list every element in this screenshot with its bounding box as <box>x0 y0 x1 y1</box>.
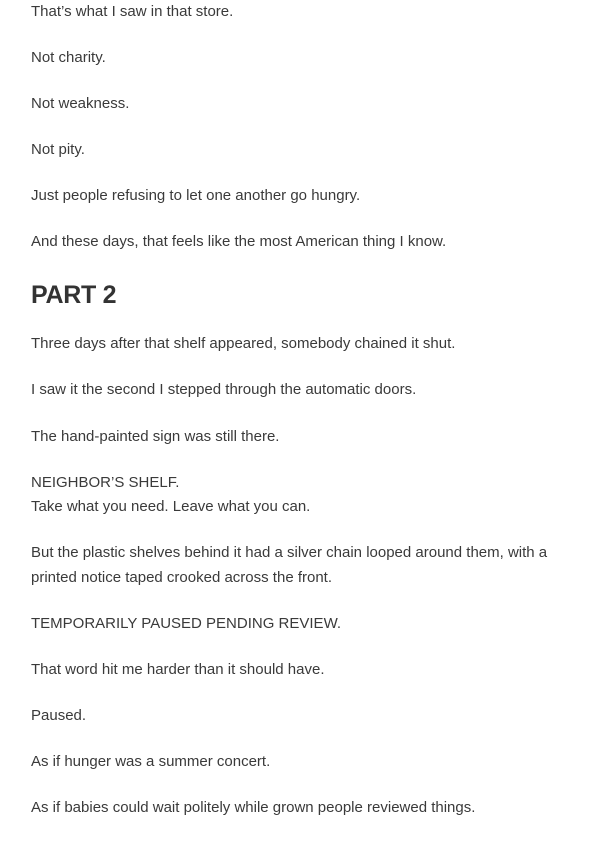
paragraph: As if babies could wait politely while grown people reviewed things. <box>31 799 476 816</box>
paragraph: Just people refusing to let one another go hungry. <box>31 187 361 204</box>
paragraph: TEMPORARILY PAUSED PENDING REVIEW. <box>31 615 342 632</box>
paragraph: printed notice taped crooked across the front. <box>31 569 333 586</box>
paragraph: I saw it the second I stepped through the automatic doors. <box>31 381 417 398</box>
paragraph: As if hunger was a summer concert. <box>31 753 271 770</box>
paragraph: Not weakness. <box>31 95 130 112</box>
paragraph: Not pity. <box>31 141 85 158</box>
paragraph: The hand-painted sign was still there. <box>31 428 280 445</box>
paragraph: Paused. <box>31 707 87 724</box>
paragraph: Three days after that shelf appeared, somebody chained it shut. <box>31 335 456 352</box>
paragraph: And these days, that feels like the most American thing I know. <box>31 233 447 250</box>
paragraph: That’s what I saw in that store. <box>31 3 234 20</box>
sign-text-line: NEIGHBOR’S SHELF. <box>31 474 180 491</box>
section-heading: PART 2 <box>31 281 117 309</box>
paragraph: That word hit me harder than it should have. <box>31 661 325 678</box>
paragraph: But the plastic shelves behind it had a silver chain looped around them, with a <box>31 544 548 561</box>
sign-text-line: Take what you need. Leave what you can. <box>31 498 311 515</box>
paragraph: Not charity. <box>31 49 106 66</box>
